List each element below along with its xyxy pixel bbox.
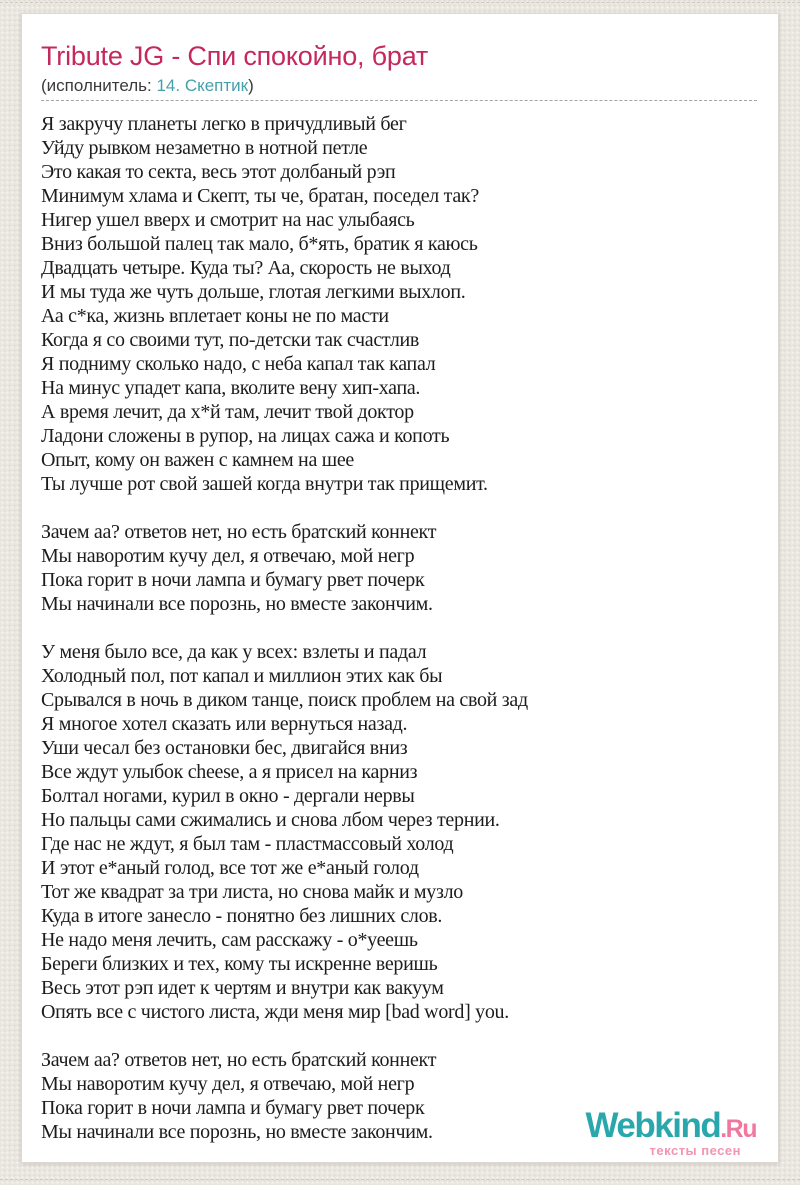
lyric-line: Куда в итоге занесло - понятно без лишних слов. [41, 905, 443, 927]
lyric-line: Ладони сложены в рупор, на лицах сажа и копоть [41, 425, 450, 447]
lyric-line: Мы наворотим кучу дел, я отвечаю, мой негр [41, 1073, 415, 1095]
lyric-line: Это какая то секта, весь этот долбаный рэп [41, 161, 396, 183]
lyric-line: На минус упадет капа, вколите вену хип-хапа. [41, 377, 421, 399]
lyric-line: Пока горит в ночи лампа и бумагу рвет почерк [41, 1097, 425, 1119]
lyric-line: Минимум хлама и Скепт, ты че, братан, поседел так? [41, 185, 479, 207]
lyric-line: Тот же квадрат за три листа, но снова майк и музло [41, 881, 463, 903]
lyric-line: И этот е*аный голод, все тот же е*аный голод [41, 857, 419, 879]
lyric-line: Двадцать четыре. Куда ты? Аа, скорость не выход [41, 257, 451, 279]
content-area [22, 14, 778, 1144]
lyric-line: Уши чесал без остановки бес, двигайся вниз [41, 737, 408, 759]
lyric-line: Мы начинали все порознь, но вместе закончим. [41, 1121, 433, 1143]
lyric-line: Когда я со своими тут, по-детски так счастлив [41, 329, 420, 351]
background-texture-seam-top [0, 2, 800, 3]
lyric-line: Не надо меня лечить, сам расскажу - о*уеешь [41, 929, 418, 951]
lyric-line: Береги близких и тех, кому ты искренне веришь [41, 953, 438, 975]
stanza [41, 640, 757, 1024]
lyric-line: Зачем аа? ответов нет, но есть братский коннект [41, 521, 437, 543]
lyric-line: Уйду рывком незаметно в нотной петле [41, 137, 368, 159]
site-logo-brand-suffix: .Ru [720, 1115, 756, 1143]
lyric-line: Болтал ногами, курил в окно - дергали нервы [41, 785, 415, 807]
lyric-line: А время лечит, да х*й там, лечит твой доктор [41, 401, 414, 423]
lyric-line: Я многое хотел сказать или вернуться назад. [41, 713, 408, 735]
lyric-line: Опыт, кому он важен с камнем на шее [41, 449, 354, 471]
site-logo[interactable] [586, 1108, 756, 1157]
stanza [41, 520, 757, 616]
lyric-line: Мы наворотим кучу дел, я отвечаю, мой негр [41, 545, 415, 567]
lyric-line: У меня было все, да как у всех: взлеты и падал [41, 641, 427, 663]
background-texture-seam-bottom [0, 1179, 800, 1180]
artist-label-suffix: ) [248, 76, 254, 95]
lyric-line: Пока горит в ночи лампа и бумагу рвет почерк [41, 569, 425, 591]
artist-link[interactable]: 14. Скептик [156, 76, 249, 95]
lyric-line: Срывался в ночь в диком танце, поиск проблем на свой зад [41, 689, 528, 711]
lyric-line: Холодный пол, пот капал и миллион этих как бы [41, 665, 443, 687]
lyric-line: Нигер ушел вверх и смотрит на нас улыбаясь [41, 209, 415, 231]
lyric-line: Но пальцы сами сжимались и снова лбом через тернии. [41, 809, 500, 831]
stanza [41, 112, 757, 496]
song-title: Tribute JG - Спи спокойно, брат [41, 41, 429, 71]
lyric-line: Я подниму сколько надо, с неба капал так капал [41, 353, 436, 375]
lyric-line: Где нас не ждут, я был там - пластмассовый холод [41, 833, 454, 855]
artist-label-prefix: (исполнитель: [41, 76, 157, 95]
lyric-line: Аа с*ка, жизнь вплетает коны не по масти [41, 305, 389, 327]
lyric-line: Я закручу планеты легко в причудливый бег [41, 113, 407, 135]
lyric-line: И мы туда же чуть дольше, глотая легкими выхлоп. [41, 281, 466, 303]
lyrics [41, 112, 757, 1144]
site-logo-brand-main: Webkind [585, 1106, 721, 1145]
lyric-line: Опять все с чистого листа, жди меня мир [bad word] you. [41, 1001, 509, 1023]
lyric-line: Все ждут улыбок cheese, а я присел на карниз [41, 761, 418, 783]
lyric-line: Вниз большой палец так мало, б*ять, братик я каюсь [41, 233, 478, 255]
site-logo-tagline: тексты песен [649, 1143, 741, 1158]
lyric-line: Зачем аа? ответов нет, но есть братский коннект [41, 1049, 437, 1071]
lyric-line: Мы начинали все порознь, но вместе закончим. [41, 593, 433, 615]
site-logo-wordmark [586, 1108, 756, 1143]
content-card [21, 13, 779, 1163]
lyric-line: Ты лучше рот свой зашей когда внутри так прищемит. [41, 473, 488, 495]
artist-line [41, 75, 757, 101]
lyric-line: Весь этот рэп идет к чертям и внутри как вакуум [41, 977, 444, 999]
